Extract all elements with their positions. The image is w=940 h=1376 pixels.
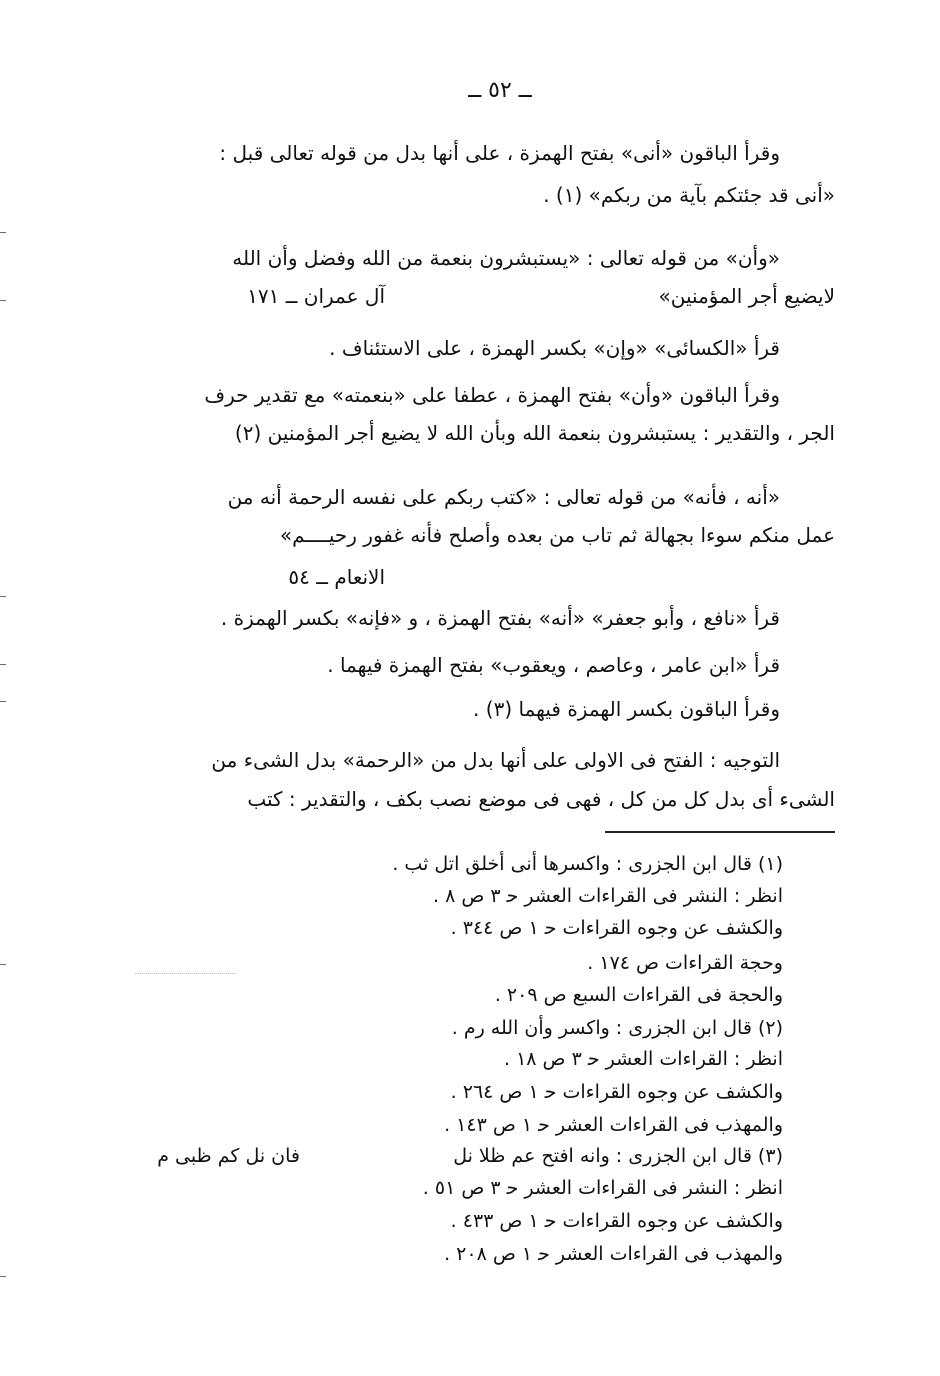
footnote-line-10a: (٣) قال ابن الجزرى : وانه افتح عم ظلا نل — [453, 1145, 783, 1167]
body-line-7: الجر ، والتقدير : يستبشرون بنعمة الله وبأن الله لا يضيع أجر المؤمنين (٢) — [234, 421, 835, 445]
footnote-line-5: والحجة فى القراءات السبع ص ٢٠٩ . — [494, 984, 783, 1006]
footnote-line-2: انظر : النشر فى القراءات العشر ﺣ ٣ ص ٨ . — [432, 885, 783, 907]
footnote-line-9: والمهذب فى القراءات العشر ﺣ ١ ص ١٤٣ . — [444, 1114, 783, 1136]
margin-mark — [0, 300, 6, 301]
body-line-2: «أنى قد جئتكم بآية من ربكم» (١) . — [543, 183, 835, 207]
body-line-4a: لايضيع أجر المؤمنين» — [658, 284, 835, 308]
body-line-10: الانعام ــ ٥٤ — [288, 565, 385, 589]
footnote-line-12: والكشف عن وجوه القراءات ﺣ ١ ص ٤٣٣ . — [450, 1210, 783, 1232]
body-line-6: وقرأ الباقون «وأن» بفتح الهمزة ، عطفا على «بنعمته» مع تقدير حرف — [204, 383, 780, 407]
margin-mark — [0, 596, 6, 597]
margin-mark — [0, 232, 6, 233]
footnote-line-8: والكشف عن وجوه القراءات ﺣ ١ ص ٢٦٤ . — [450, 1081, 783, 1103]
body-line-4b: آل عمران ــ ١٧١ — [247, 284, 385, 308]
footnote-line-11: انظر : النشر فى القراءات العشر ﺣ ٣ ص ٥١ . — [422, 1177, 783, 1199]
footnote-line-7: انظر : القراءات العشر ﺣ ٣ ص ١٨ . — [504, 1048, 783, 1070]
footnote-line-4: وحجة القراءات ص ١٧٤ . — [587, 952, 783, 974]
body-line-3: «وأن» من قوله تعالى : «يستبشرون بنعمة من الله وفضل وأن الله — [232, 246, 780, 270]
body-line-13: وقرأ الباقون بكسر الهمزة فيهما (٣) . — [473, 697, 780, 721]
footnote-line-3: والكشف عن وجوه القراءات ﺣ ١ ص ٣٤٤ . — [450, 917, 783, 939]
body-line-8: «أنه ، فأنه» من قوله تعالى : «كتب ربكم على نفسه الرحمة أنه من — [227, 485, 780, 509]
body-line-1: وقرأ الباقون «أنى» بفتح الهمزة ، على أنها بدل من قوله تعالى قبل : — [219, 141, 780, 165]
page-number: ــ ٥٢ ــ — [468, 78, 532, 103]
body-line-12: قرأ «ابن عامر ، وعاصم ، ويعقوب» بفتح الهمزة فيهما . — [327, 653, 780, 677]
body-line-15: الشىء أى بدل كل من كل ، فهى فى موضع نصب بكف ، والتقدير : كتب — [247, 787, 835, 811]
body-line-14: التوجيه : الفتح فى الاولى على أنها بدل من «الرحمة» بدل الشىء من — [211, 748, 780, 772]
body-line-9: عمل منكم سوءا بجهالة ثم تاب من بعده وأصلح فأنه غفور رحيــــم» — [279, 523, 835, 547]
margin-mark — [0, 664, 6, 665]
footnote-line-6: (٢) قال ابن الجزرى : واكسر وأن الله رم . — [451, 1017, 783, 1039]
footnote-separator — [605, 831, 835, 833]
footnote-line-10b: فان نل كم ظبى م — [157, 1145, 300, 1167]
margin-mark — [0, 701, 6, 702]
body-line-5: قرأ «الكسائى» «وإن» بكسر الهمزة ، على الاستئناف . — [329, 336, 780, 360]
margin-mark — [0, 1276, 6, 1277]
footnote-line-13: والمهذب فى القراءات العشر ﺣ ١ ص ٢٠٨ . — [444, 1243, 783, 1265]
footnote-line-1: (١) قال ابن الجزرى : واكسرها أنى أخلق اتل ثب . — [392, 853, 783, 875]
margin-mark — [0, 964, 6, 965]
scan-artifact — [135, 973, 235, 974]
body-line-11: قرأ «نافع ، وأبو جعفر» «أنه» بفتح الهمزة ، و «فإنه» بكسر الهمزة . — [220, 606, 780, 630]
